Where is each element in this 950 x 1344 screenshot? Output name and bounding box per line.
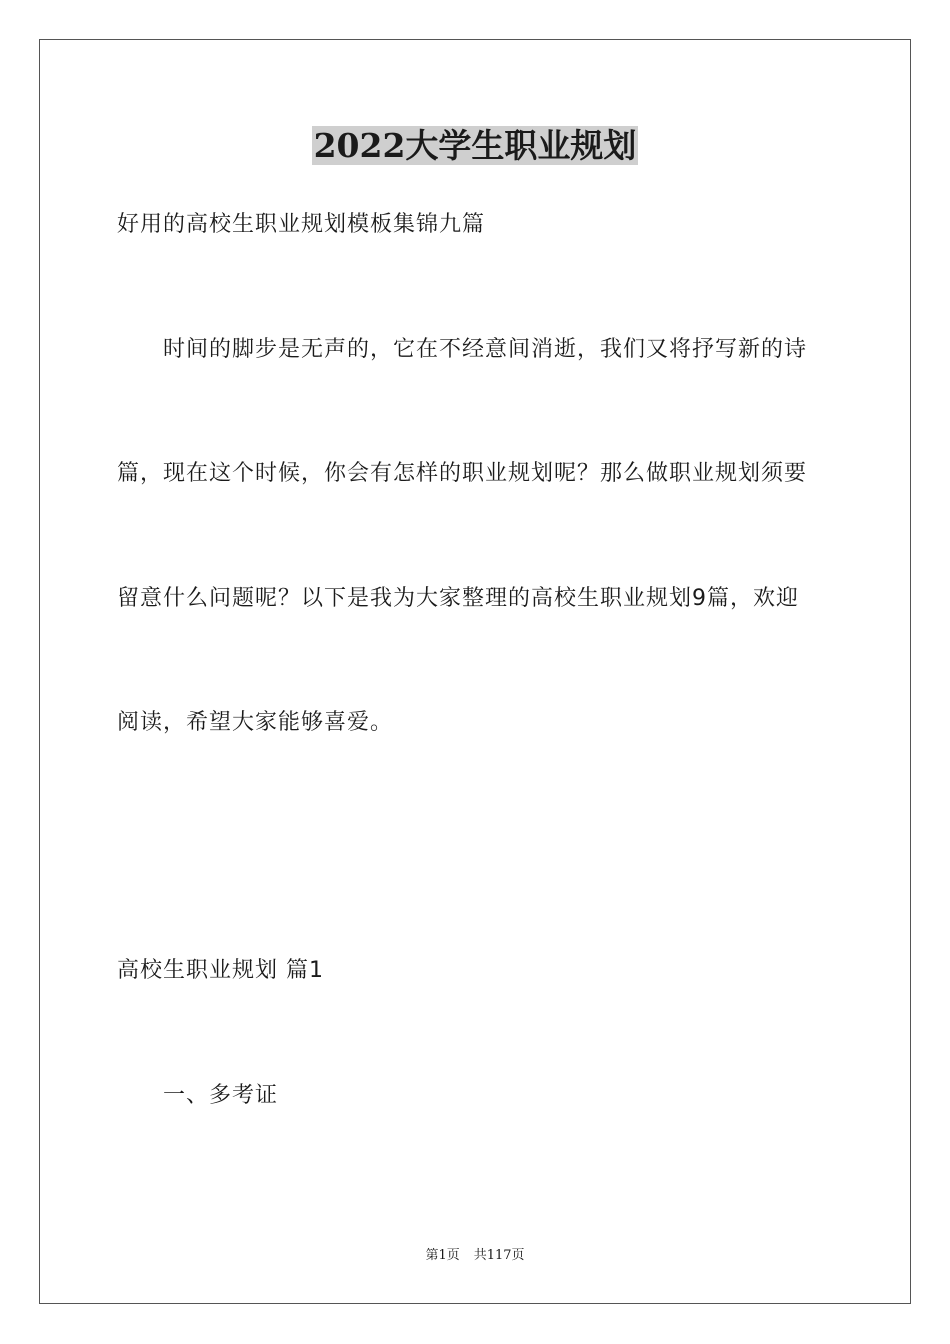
intro-line-4: 阅读，希望大家能够喜爱。 bbox=[117, 710, 394, 735]
subsection-heading: 一、多考证 bbox=[163, 1083, 279, 1108]
intro-line-2: 篇，现在这个时候，你会有怎样的职业规划呢？那么做职业规划须要 bbox=[117, 461, 808, 486]
page-number-current: 第1页 bbox=[425, 1248, 460, 1263]
document-title bbox=[0, 124, 950, 168]
section-heading: 高校生职业规划 篇1 bbox=[117, 958, 324, 983]
intro-line-3: 留意什么问题呢？以下是我为大家整理的高校生职业规划9篇，欢迎 bbox=[117, 586, 799, 611]
page-number-total: 共117页 bbox=[473, 1248, 525, 1263]
page-footer bbox=[0, 1246, 950, 1266]
document-title-text: 2022大学生职业规划 bbox=[313, 126, 637, 165]
intro-line-1: 时间的脚步是无声的，它在不经意间消逝，我们又将抒写新的诗 bbox=[163, 337, 808, 362]
document-subtitle: 好用的高校生职业规划模板集锦九篇 bbox=[117, 212, 486, 237]
